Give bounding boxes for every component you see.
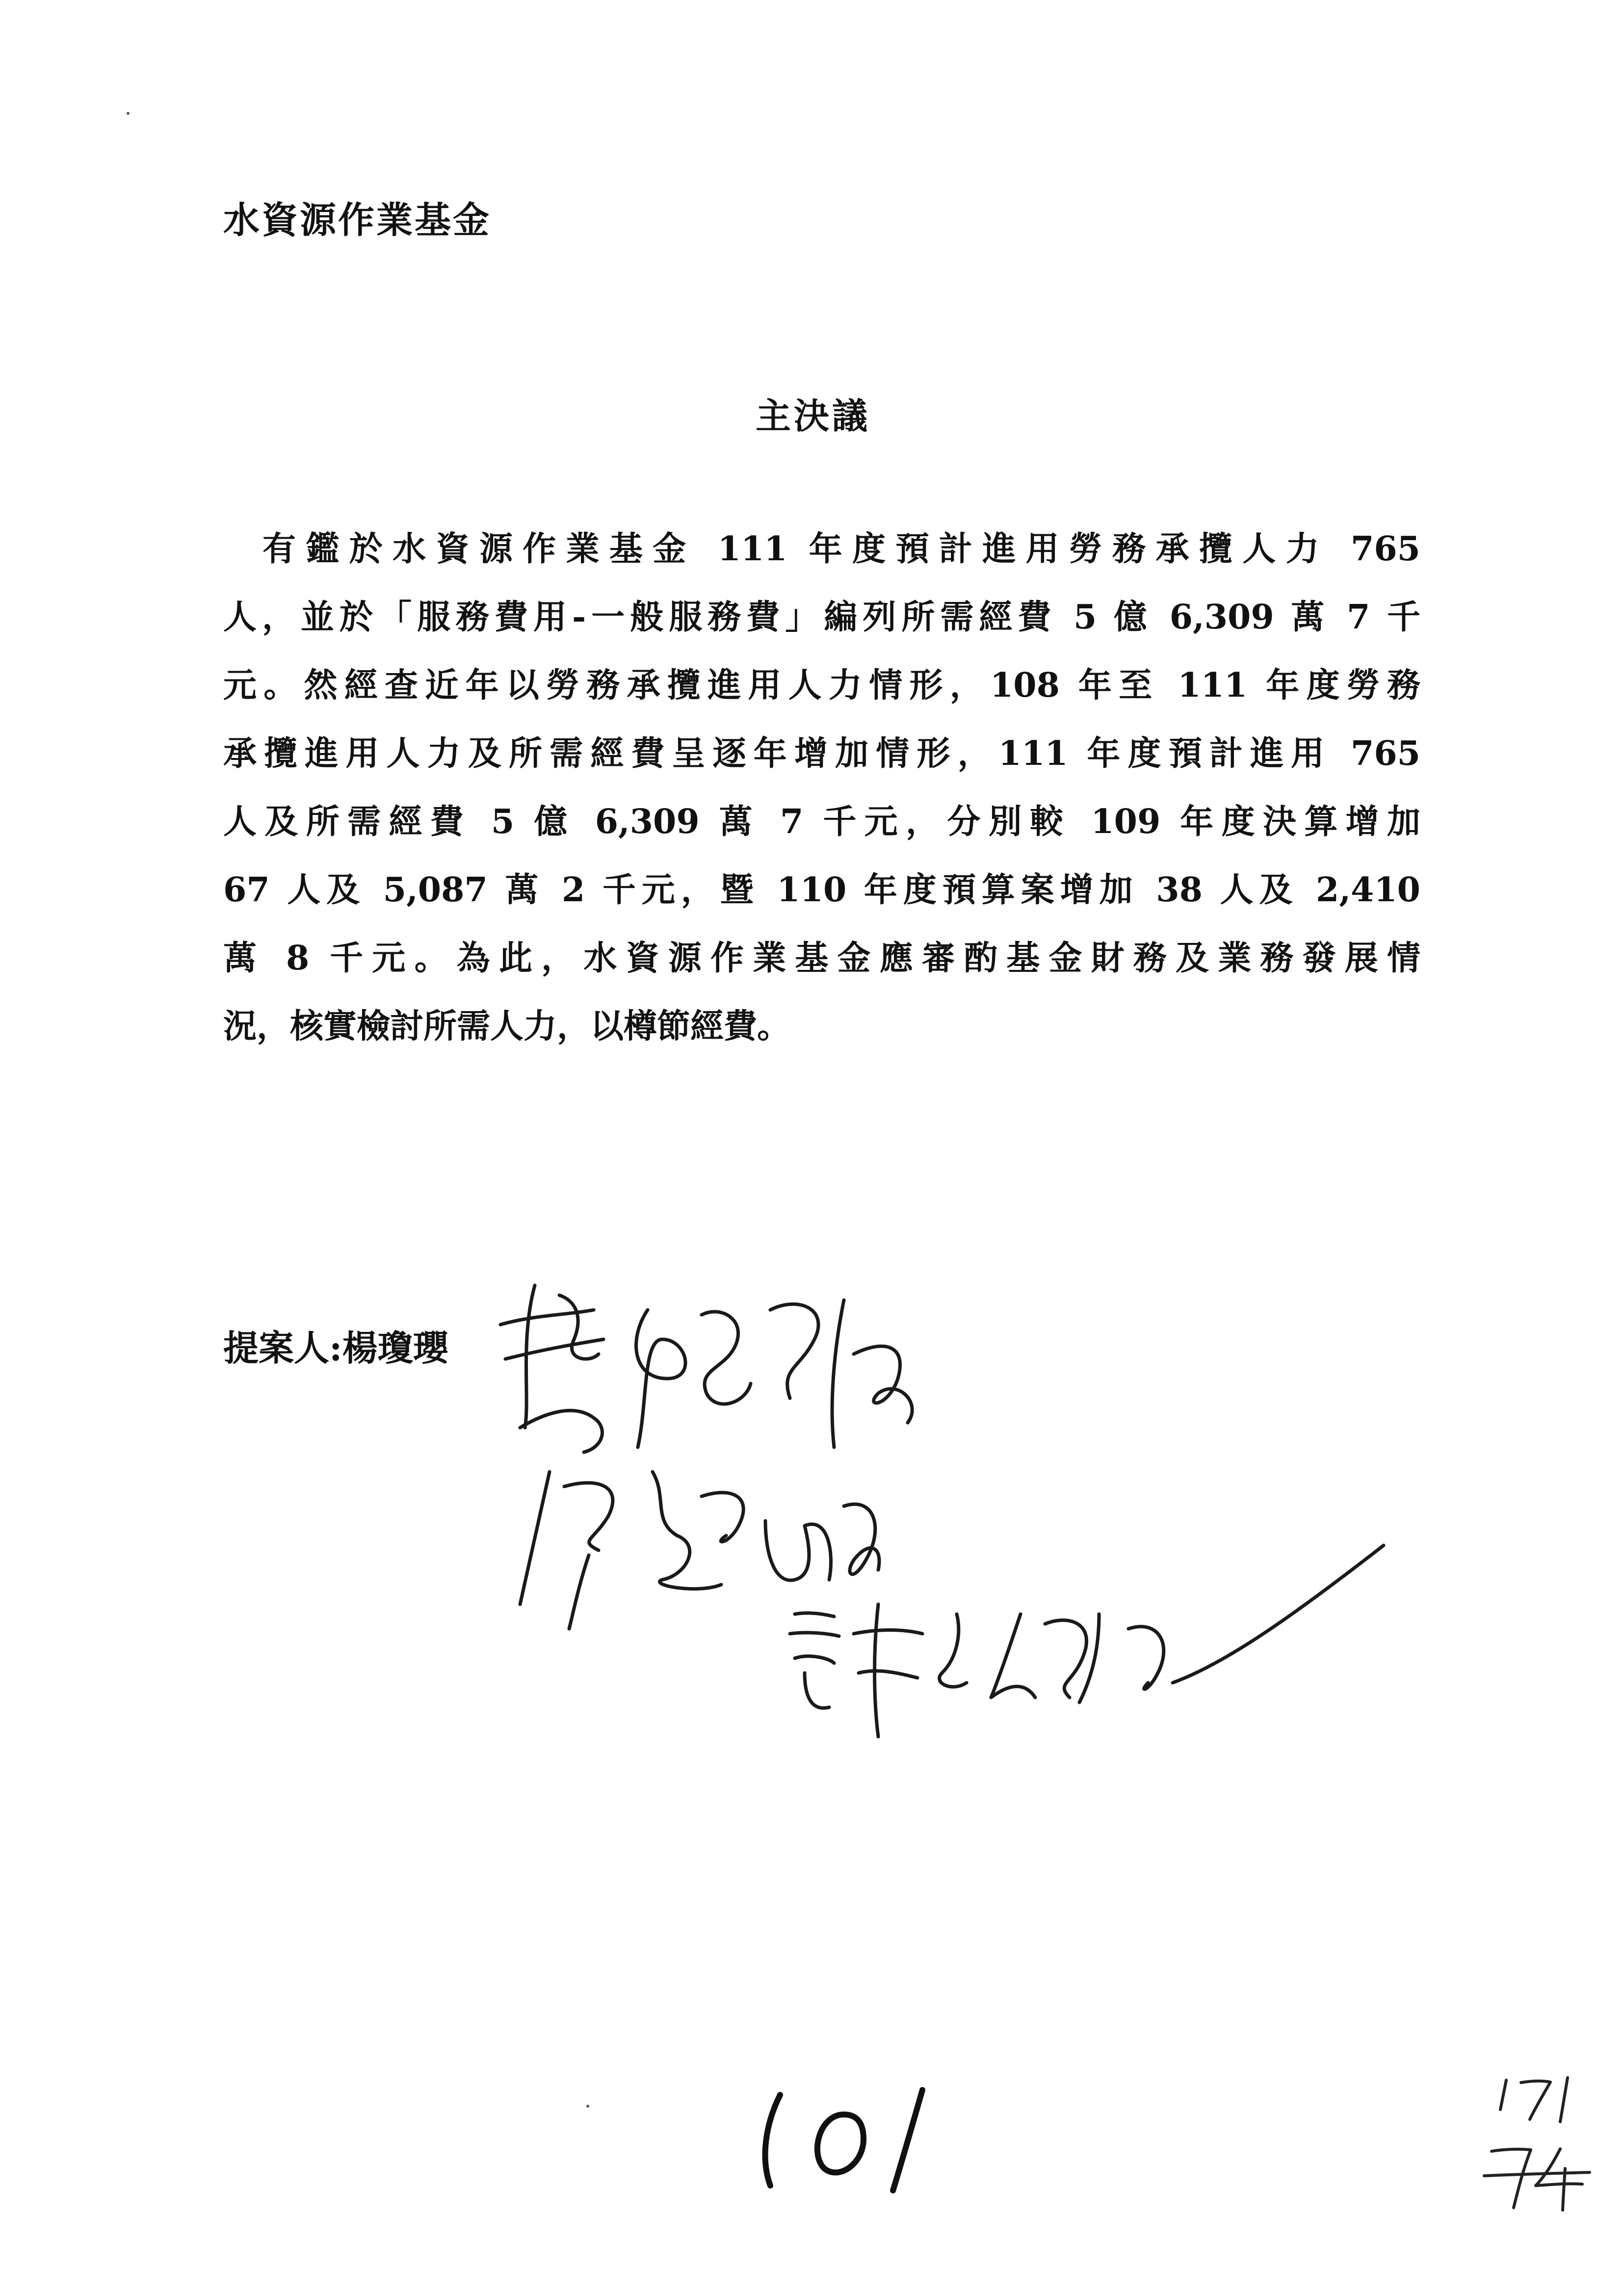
resolution-body <box>223 515 1420 1061</box>
body-line-6: 67 人及 5,087 萬 2 千元，暨 110 年度預算案增加 38 人及 2,410 <box>223 870 1420 910</box>
scan-speck <box>127 112 130 115</box>
handwritten-signatures <box>491 1241 1447 1781</box>
scan-speck <box>586 2105 589 2108</box>
fund-name: 水資源作業基金 <box>223 199 491 241</box>
body-line-1: 有鑑於水資源作業基金 111 年度預計進用勞務承攬人力 765 <box>262 529 1420 569</box>
handwritten-page-number <box>746 2080 952 2198</box>
body-line-8: 況，核實檢討所需人力，以樽節經費。 <box>223 1007 791 1046</box>
document-title: 主決議 <box>756 395 871 437</box>
handwritten-corner-numbers <box>1472 2070 1599 2218</box>
signature-3 <box>790 1545 1384 1737</box>
body-line-7: 萬 8 千元。為此，水資源作業基金應審酌基金財務及業務發展情 <box>223 939 1420 978</box>
signature-2 <box>520 1472 879 1629</box>
proposer-label: 提案人:楊瓊瓔 <box>223 1327 448 1369</box>
signature-1 <box>500 1285 912 1452</box>
body-line-5: 人及所需經費 5 億 6,309 萬 7 千元，分別較 109 年度決算增加 <box>223 802 1420 841</box>
body-line-2: 人，並於「服務費用-一般服務費」編列所需經費 5 億 6,309 萬 7 千 <box>223 598 1420 637</box>
body-line-4: 承攬進用人力及所需經費呈逐年增加情形，111 年度預計進用 765 <box>223 734 1420 773</box>
body-line-3: 元。然經查近年以勞務承攬進用人力情形，108 年至 111 年度勞務 <box>223 666 1420 705</box>
